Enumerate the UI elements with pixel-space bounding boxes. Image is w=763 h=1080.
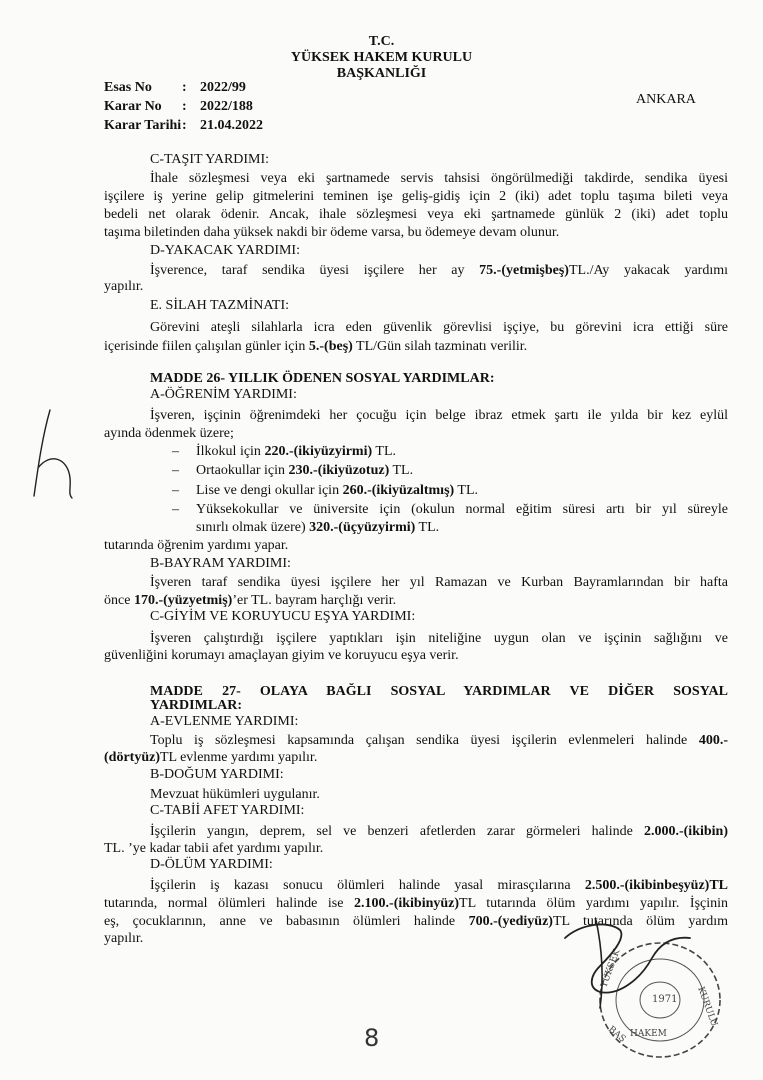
tarih-label: Karar Tarihi xyxy=(104,118,182,133)
list-bullet: – xyxy=(172,502,179,517)
article-26-title: MADDE 26- YILLIK ÖDENEN SOSYAL YARDIMLAR: xyxy=(150,371,495,386)
section-title: C-TABİİ AFET YARDIMI: xyxy=(150,803,305,818)
section-title: A-EVLENME YARDIMI: xyxy=(150,714,299,729)
section-title: A-ÖĞRENİM YARDIMI: xyxy=(150,387,297,402)
svg-text:KURULU: KURULU xyxy=(695,985,719,1028)
svg-text:YÜKSEK: YÜKSEK xyxy=(599,948,623,990)
karar-label: Karar No xyxy=(104,99,162,114)
paragraph-line: Mevzuat hükümleri uygulanır. xyxy=(150,787,320,802)
karar-no-row xyxy=(104,99,253,115)
paragraph-line: içerisinde fiilen çalışılan günler için 5.-(beş) TL/Gün silah tazminatı verilir. xyxy=(104,339,528,354)
svg-text:HAKEM: HAKEM xyxy=(630,1029,667,1039)
paragraph-line: Görevini ateşli silahlarla icra eden güvenlik görevlisi işçiye, bu görevini icra ettiği süre xyxy=(150,320,728,335)
svg-text:BAŞ: BAŞ xyxy=(606,1024,628,1045)
paragraph-line: İhale sözleşmesi veya eki şartnamede servis tahsisi öngörülmediği takdirde, sendika üyesi xyxy=(150,171,728,186)
paragraph-line: işçilere iş yerine gelip gitmelerini teminen işe geliş-gidiş için 2 (iki) adet toplu taşıma bileti veya xyxy=(104,189,728,204)
colon: : xyxy=(182,99,187,114)
paragraph-line: İşçilerin iş kazası sonucu ölümleri halinde yasal mirasçılarına 2.500.-(ikibinbeşyüz)TL xyxy=(150,878,728,893)
list-item-continuation: sınırlı olmak üzere) 320.-(üçyüzyirmi) TL. xyxy=(196,520,440,535)
colon: : xyxy=(182,118,187,133)
section-title: B-BAYRAM YARDIMI: xyxy=(150,556,291,571)
paragraph-line: bedeli net olarak ödenir. Ancak, ihale sözleşmesi veya eki şartnamede günlük 2 (iki) adet toplu xyxy=(104,207,728,222)
paragraph-line: tutarında, normal ölümleri halinde ise 2.100.-(ikibinyüz)TL tutarında ölüm yardımı yapılır. İşçinin xyxy=(104,896,729,911)
header-institution: YÜKSEK HAKEM KURULU xyxy=(290,50,473,65)
article-27-title-cont: YARDIMLAR: xyxy=(150,698,243,713)
paragraph-line: ayında ödenmek üzere; xyxy=(104,426,234,441)
paragraph-line: İşveren taraf sendika üyesi işçilere her yıl Ramazan ve Kurban Bayramlarından bir hafta xyxy=(150,575,728,590)
article-27-title: MADDE 27- OLAYA BAĞLI SOSYAL YARDIMLAR VE DİĞER SOSYAL xyxy=(150,684,728,699)
margin-initial-icon xyxy=(28,408,78,500)
list-item: Ortaokullar için 230.-(ikiyüzotuz) TL. xyxy=(196,463,414,478)
paragraph-line: İşçilerin yangın, deprem, sel ve benzeri afetlerden zarar görmeleri halinde 2.000.-(ikibin) xyxy=(150,824,728,839)
esas-no-row xyxy=(104,80,246,96)
list-item: İlkokul için 220.-(ikiyüzyirmi) TL. xyxy=(196,444,397,459)
paragraph-line: İşverence, taraf sendika üyesi işçilere her ay 75.-(yetmişbeş)TL./Ay yakacak yardımı xyxy=(150,263,728,278)
section-title: C-GİYİM VE KORUYUCU EŞYA YARDIMI: xyxy=(150,609,416,624)
paragraph-line: (dörtyüz)TL evlenme yardımı yapılır. xyxy=(104,750,318,765)
paragraph-line: önce 170.-(yüzyetmiş)’er TL. bayram harçlığı verir. xyxy=(104,593,397,608)
esas-value: 2022/99 xyxy=(200,80,246,95)
paragraph-line: İşveren, işçinin öğrenimdeki her çocuğu için belge ibraz etmek şartı ile yılda bir kez eylül xyxy=(150,408,728,423)
paragraph-line: Toplu iş sözleşmesi kapsamında çalışan sendika üyesi işçilerin evlenmeleri halinde 400.- xyxy=(150,733,728,748)
list-bullet: – xyxy=(172,444,179,459)
paragraph-line: yapılır. xyxy=(104,279,144,294)
svg-text:1971: 1971 xyxy=(652,994,678,1005)
list-bullet: – xyxy=(172,483,179,498)
paragraph-line: taşıma biletinden daha yüksek nakdi bir ödeme varsa, bu ödemeye devam olunur. xyxy=(104,225,560,240)
header-tc: T.C. xyxy=(368,34,395,49)
list-item: Yüksekokullar ve üniversite için (okulun normal eğitim süresi artı bir yıl süreyle xyxy=(196,502,728,517)
list-bullet: – xyxy=(172,463,179,478)
paragraph-line: TL. ’ye kadar tabii afet yardımı yapılır. xyxy=(104,841,324,856)
paragraph-line: İşveren çalıştırdığı işçilere yaptıkları işin niteliğine uygun olan ve işçinin sağlığını ve xyxy=(150,631,728,646)
paragraph-line: yapılır. xyxy=(104,931,144,946)
tarih-value: 21.04.2022 xyxy=(200,118,263,133)
colon: : xyxy=(182,80,187,95)
list-item: Lise ve dengi okullar için 260.-(ikiyüzaltmış) TL. xyxy=(196,483,479,498)
section-title: C-TAŞIT YARDIMI: xyxy=(150,152,270,167)
official-seal-icon xyxy=(560,918,730,1063)
header-presidency: BAŞKANLIĞI xyxy=(336,66,427,81)
paragraph-line: tutarında öğrenim yardımı yapar. xyxy=(104,538,289,553)
karar-tarihi-row xyxy=(104,118,263,134)
page-number: 8 xyxy=(364,1024,380,1052)
section-title: E. SİLAH TAZMİNATI: xyxy=(150,298,289,313)
paragraph-line: eş, çocuklarının, anne ve babasının ölümleri halinde 700.-(yediyüz)TL tutarında ölüm yardım xyxy=(104,914,729,929)
city: ANKARA xyxy=(636,92,696,107)
section-title: D-YAKACAK YARDIMI: xyxy=(150,243,300,258)
section-title: B-DOĞUM YARDIMI: xyxy=(150,767,284,782)
esas-label: Esas No xyxy=(104,80,152,95)
paragraph-line: güvenliğini korumayı amaçlayan giyim ve koruyucu eşya verir. xyxy=(104,648,459,663)
section-title: D-ÖLÜM YARDIMI: xyxy=(150,857,273,872)
karar-value: 2022/188 xyxy=(200,99,253,114)
